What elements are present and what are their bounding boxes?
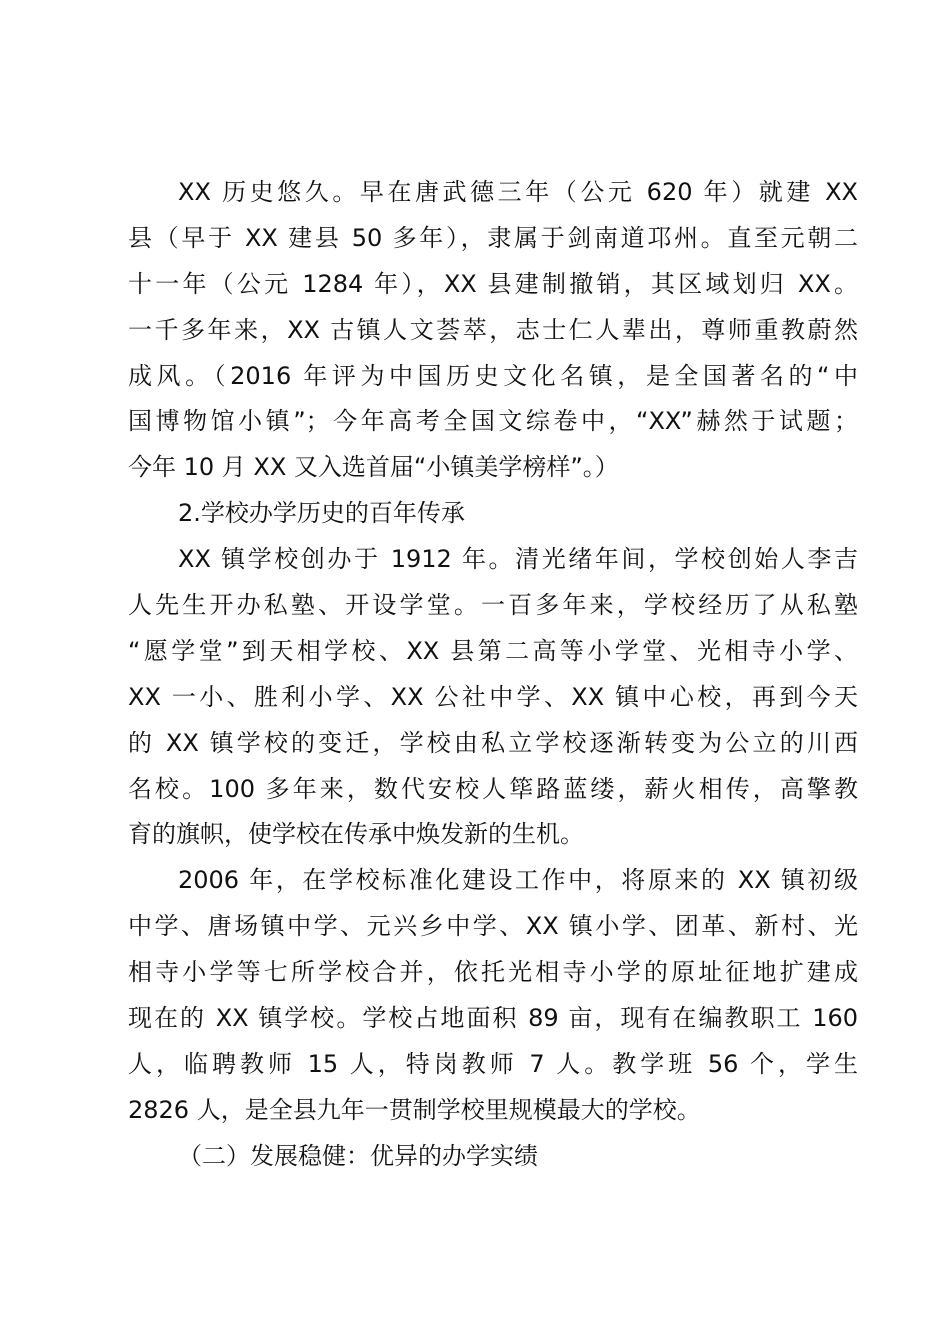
text-line: 相寺小学等七所学校合并，依托光相寺小学的原址征地扩建成 [128, 958, 858, 987]
paragraph-history [128, 170, 858, 491]
text-line: 2826 人，是全县九年一贯制学校里规模最大的学校。 [128, 1095, 701, 1124]
text-line: 人先生开办私塾、开设学堂。一百多年来，学校经历了从私塾 [128, 591, 858, 620]
text-line: XX 历史悠久。早在唐武德三年（公元 620 年）就建 XX [178, 178, 858, 206]
text-line: 名校。100 多年来，数代安校人筚路蓝缕，薪火相传，高擎教 [128, 774, 858, 803]
text-line: 的 XX 镇学校的变迁，学校由私立学校逐渐转变为公立的川西 [128, 728, 858, 757]
text-line: 十一年（公元 1284 年），XX 县建制撤销，其区域划归 XX。 [128, 269, 858, 298]
text-line: 中学、唐场镇中学、元兴乡中学、XX 镇小学、团革、新村、光 [128, 912, 858, 941]
text-line: 2006 年，在学校标准化建设工作中，将原来的 XX 镇初级 [178, 866, 858, 895]
text-line: XX 镇学校创办于 1912 年。清光绪年间，学校创始人李吉 [178, 545, 858, 574]
text-line: 人，临聘教师 15 人，特岗教师 7 人。教学班 56 个，学生 [128, 1049, 858, 1078]
text-line: “愿学堂”到天相学校、XX 县第二高等小学堂、光相寺小学、 [128, 636, 858, 665]
text-line: 国博物馆小镇”；今年高考全国文综卷中，“XX”赫然于试题； [128, 407, 858, 436]
text-line: 县（早于 XX 建县 50 多年），隶属于剑南道邛州。直至元朝二 [128, 223, 858, 252]
section-heading: （二）发展稳健：优异的办学实绩 [178, 1141, 538, 1170]
section-heading: 2.学校办学历史的百年传承 [178, 499, 465, 528]
text-line: XX 一小、胜利小学、XX 公社中学、XX 镇中心校，再到今天 [128, 682, 858, 711]
text-line: 现在的 XX 镇学校。学校占地面积 89 亩，现有在编教职工 160 [128, 1004, 858, 1033]
text-line: 今年 10 月 XX 又入选首届“小镇美学榜样”。） [128, 453, 619, 482]
paragraph-merger [128, 858, 858, 1133]
text-line: 成风。（2016 年评为中国历史文化名镇，是全国著名的“中 [128, 361, 858, 390]
document-body [128, 170, 858, 1180]
paragraph-school-history [128, 537, 858, 858]
text-line: 一千多年来，XX 古镇人文荟萃，志士仁人辈出，尊师重教蔚然 [128, 315, 858, 344]
text-line: 育的旗帜，使学校在传承中焕发新的生机。 [128, 820, 584, 849]
